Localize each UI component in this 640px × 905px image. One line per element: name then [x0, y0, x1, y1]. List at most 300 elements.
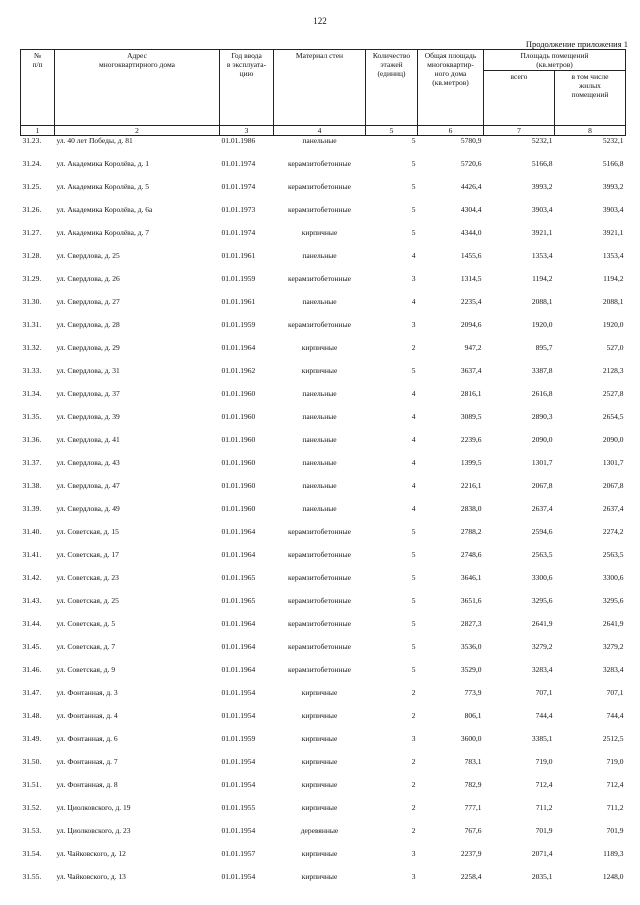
row-floors: 5	[411, 182, 416, 191]
row-floors: 5	[411, 205, 416, 214]
table-row	[21, 803, 626, 826]
row-total-area: 767,6	[464, 826, 482, 835]
row-floors: 5	[411, 596, 416, 605]
row-address: ул. Советская, д. 25	[56, 596, 119, 605]
row-premises-all: 3387,8	[531, 366, 553, 375]
row-material: кирпичные	[301, 757, 338, 766]
row-year: 01.01.1954	[221, 757, 256, 766]
row-premises-living: 3279,2	[602, 642, 624, 651]
row-premises-all: 1920,0	[531, 320, 553, 329]
row-year: 01.01.1964	[221, 527, 256, 536]
row-address: ул. Чайковского, д. 13	[56, 872, 126, 881]
row-premises-all: 2594,6	[531, 527, 553, 536]
row-year: 01.01.1960	[221, 458, 256, 467]
row-floors: 3	[411, 320, 416, 329]
table-row	[21, 826, 626, 849]
row-premises-all: 5232,1	[531, 136, 553, 145]
row-number: 31.43.	[22, 596, 42, 605]
row-year: 01.01.1959	[221, 320, 256, 329]
row-number: 31.47.	[22, 688, 42, 697]
row-total-area: 2258,4	[460, 872, 482, 881]
table-row	[21, 481, 626, 504]
row-premises-all: 3385,1	[531, 734, 553, 743]
table-row	[21, 159, 626, 182]
row-premises-living: 2067,8	[602, 481, 624, 490]
table-row	[21, 389, 626, 412]
row-year: 01.01.1986	[221, 136, 256, 145]
row-premises-all: 2067,8	[531, 481, 553, 490]
row-address: ул. Свердлова, д. 43	[56, 458, 120, 467]
row-total-area: 2748,6	[460, 550, 482, 559]
row-address: ул. Циолковского, д. 23	[56, 826, 131, 835]
table-row	[21, 136, 626, 160]
row-floors: 5	[411, 642, 416, 651]
row-address: ул. Свердлова, д. 31	[56, 366, 120, 375]
row-address: ул. Советская, д. 17	[56, 550, 119, 559]
row-premises-all: 712,4	[535, 780, 553, 789]
housing-register-table	[20, 49, 626, 895]
row-total-area: 2239,6	[460, 435, 482, 444]
row-address: ул. 40 лет Победы, д. 81	[56, 136, 133, 145]
row-premises-all: 2616,8	[531, 389, 553, 398]
row-year: 01.01.1974	[221, 228, 256, 237]
row-premises-all: 1194,2	[532, 274, 553, 283]
row-total-area: 2094,6	[460, 320, 482, 329]
row-total-area: 3637,4	[460, 366, 482, 375]
row-premises-living: 2563,5	[602, 550, 624, 559]
row-number: 31.54.	[22, 849, 42, 858]
row-number: 31.27.	[22, 228, 42, 237]
row-floors: 2	[411, 688, 416, 697]
row-address: ул. Советская, д. 5	[56, 619, 116, 628]
table-row	[21, 527, 626, 550]
row-material: кирпичные	[301, 734, 338, 743]
row-material: панельные	[302, 458, 337, 467]
row-total-area: 2237,9	[460, 849, 482, 858]
table-row	[21, 757, 626, 780]
row-material: керамзитобетонные	[288, 182, 351, 191]
row-total-area: 3089,5	[460, 412, 482, 421]
column-number: 7	[484, 126, 555, 136]
row-number: 31.39.	[22, 504, 42, 513]
row-number: 31.24.	[22, 159, 42, 168]
row-floors: 5	[411, 665, 416, 674]
row-number: 31.38.	[22, 481, 42, 490]
row-total-area: 4304,4	[460, 205, 482, 214]
row-address: ул. Свердлова, д. 47	[56, 481, 120, 490]
row-year: 01.01.1960	[221, 504, 256, 513]
row-floors: 4	[411, 412, 416, 421]
row-material: керамзитобетонные	[288, 550, 351, 559]
column-number: 5	[366, 126, 418, 136]
row-year: 01.01.1960	[221, 481, 256, 490]
header-living	[555, 71, 626, 126]
row-total-area: 3529,0	[460, 665, 482, 674]
row-premises-living: 5232,1	[602, 136, 624, 145]
row-material: панельные	[302, 435, 337, 444]
header-all	[484, 71, 555, 126]
row-address: ул. Советская, д. 9	[56, 665, 116, 674]
row-premises-all: 3993,2	[531, 182, 553, 191]
row-address: ул. Свердлова, д. 41	[56, 435, 120, 444]
row-material: керамзитобетонные	[288, 665, 351, 674]
table-row	[21, 182, 626, 205]
row-material: кирпичные	[301, 803, 338, 812]
table-row	[21, 320, 626, 343]
row-year: 01.01.1974	[221, 159, 256, 168]
row-year: 01.01.1954	[221, 872, 256, 881]
row-total-area: 1455,6	[460, 251, 482, 260]
row-year: 01.01.1957	[221, 849, 256, 858]
row-address: ул. Свердлова, д. 39	[56, 412, 120, 421]
row-number: 31.42.	[22, 573, 42, 582]
row-floors: 2	[411, 780, 416, 789]
row-premises-living: 1248,0	[602, 872, 624, 881]
row-material: керамзитобетонные	[288, 573, 351, 582]
row-address: ул. Свердлова, д. 28	[56, 320, 120, 329]
row-premises-living: 711,2	[606, 803, 624, 812]
row-floors: 5	[411, 136, 416, 145]
row-premises-all: 2090,0	[531, 435, 553, 444]
row-premises-living: 3903,4	[602, 205, 624, 214]
row-number: 31.48.	[22, 711, 42, 720]
row-number: 31.28.	[22, 251, 42, 260]
table-row	[21, 297, 626, 320]
row-address: ул. Свердлова, д. 27	[56, 297, 120, 306]
row-premises-living: 527,0	[606, 343, 624, 352]
header-floors-text: Количество этажей (единиц)	[372, 51, 411, 78]
row-address: ул. Фонтанная, д. 8	[56, 780, 118, 789]
row-premises-living: 1920,0	[602, 320, 624, 329]
row-premises-living: 2088,1	[602, 297, 624, 306]
table-row	[21, 274, 626, 297]
row-year: 01.01.1954	[221, 688, 256, 697]
table-row	[21, 573, 626, 596]
row-address: ул. Чайковского, д. 12	[56, 849, 126, 858]
row-floors: 4	[411, 435, 416, 444]
row-premises-all: 2071,4	[531, 849, 553, 858]
table-row	[21, 711, 626, 734]
row-premises-living: 2512,5	[602, 734, 624, 743]
table-row	[21, 665, 626, 688]
row-address: ул. Свердлова, д. 49	[56, 504, 120, 513]
row-premises-all: 2563,5	[531, 550, 553, 559]
row-number: 31.55.	[22, 872, 42, 881]
row-material: керамзитобетонные	[288, 527, 351, 536]
row-address: ул. Фонтанная, д. 7	[56, 757, 118, 766]
header-total-area	[418, 50, 484, 126]
row-address: ул. Фонтанная, д. 6	[56, 734, 118, 743]
row-address: ул. Академика Королёва, д. 6а	[56, 205, 153, 214]
table-row	[21, 205, 626, 228]
row-material: кирпичные	[301, 366, 338, 375]
table-row	[21, 780, 626, 803]
row-number: 31.51.	[22, 780, 42, 789]
row-premises-all: 3279,2	[531, 642, 553, 651]
row-premises-all: 701,9	[535, 826, 553, 835]
row-total-area: 5720,6	[460, 159, 482, 168]
row-premises-living: 2090,0	[602, 435, 624, 444]
table-row	[21, 688, 626, 711]
row-total-area: 2216,1	[460, 481, 482, 490]
row-number: 31.37.	[22, 458, 42, 467]
column-number: 6	[418, 126, 484, 136]
row-total-area: 2235,4	[460, 297, 482, 306]
row-floors: 5	[411, 619, 416, 628]
header-year	[220, 50, 274, 126]
row-year: 01.01.1973	[221, 205, 256, 214]
table-row	[21, 458, 626, 481]
header-address-text: Адрес многоквартирного дома	[99, 51, 175, 69]
row-address: ул. Советская, д. 15	[56, 527, 119, 536]
row-premises-living: 1353,4	[602, 251, 624, 260]
header-premises-area	[484, 50, 626, 71]
row-premises-all: 3921,1	[531, 228, 553, 237]
row-premises-living: 707,1	[606, 688, 624, 697]
table-row	[21, 343, 626, 366]
row-total-area: 4344,0	[460, 228, 482, 237]
row-year: 01.01.1959	[221, 274, 256, 283]
row-material: панельные	[302, 412, 337, 421]
row-premises-living: 2654,5	[602, 412, 624, 421]
column-number: 3	[220, 126, 274, 136]
row-material: панельные	[302, 481, 337, 490]
row-premises-all: 3283,4	[531, 665, 553, 674]
row-number: 31.40.	[22, 527, 42, 536]
row-premises-all: 2641,9	[531, 619, 553, 628]
row-floors: 5	[411, 527, 416, 536]
row-year: 01.01.1965	[221, 596, 256, 605]
row-total-area: 1399,5	[460, 458, 482, 467]
row-floors: 4	[411, 389, 416, 398]
table-row	[21, 734, 626, 757]
row-floors: 2	[411, 343, 416, 352]
row-number: 31.41.	[22, 550, 42, 559]
row-premises-living: 3283,4	[602, 665, 624, 674]
table-row	[21, 412, 626, 435]
row-material: панельные	[302, 297, 337, 306]
row-year: 01.01.1954	[221, 711, 256, 720]
row-floors: 2	[411, 757, 416, 766]
row-premises-all: 3300,6	[531, 573, 553, 582]
row-year: 01.01.1964	[221, 343, 256, 352]
table-row	[21, 251, 626, 274]
row-number: 31.50.	[22, 757, 42, 766]
table-row	[21, 366, 626, 389]
column-number: 2	[55, 126, 220, 136]
row-year: 01.01.1961	[221, 297, 256, 306]
row-year: 01.01.1962	[221, 366, 256, 375]
row-year: 01.01.1954	[221, 826, 256, 835]
row-premises-all: 2035,1	[531, 872, 553, 881]
column-number: 8	[555, 126, 626, 136]
row-total-area: 3651,6	[460, 596, 482, 605]
row-total-area: 773,9	[464, 688, 482, 697]
row-material: кирпичные	[301, 849, 338, 858]
row-premises-living: 701,9	[606, 826, 624, 835]
row-floors: 5	[411, 228, 416, 237]
row-number: 31.25.	[22, 182, 42, 191]
row-year: 01.01.1960	[221, 412, 256, 421]
row-premises-living: 2527,8	[602, 389, 624, 398]
row-address: ул. Циолковского, д. 19	[56, 803, 131, 812]
table-row	[21, 504, 626, 527]
row-total-area: 1314,5	[460, 274, 482, 283]
row-material: панельные	[302, 504, 337, 513]
row-number: 31.53.	[22, 826, 42, 835]
row-material: керамзитобетонные	[288, 642, 351, 651]
row-premises-living: 2641,9	[602, 619, 624, 628]
column-number: 1	[21, 126, 55, 136]
row-total-area: 782,9	[464, 780, 482, 789]
row-floors: 4	[411, 504, 416, 513]
row-premises-living: 712,4	[606, 780, 624, 789]
row-floors: 5	[411, 159, 416, 168]
row-material: кирпичные	[301, 780, 338, 789]
row-premises-living: 3295,6	[602, 596, 624, 605]
row-year: 01.01.1964	[221, 619, 256, 628]
row-total-area: 5780,9	[460, 136, 482, 145]
row-material: керамзитобетонные	[288, 159, 351, 168]
row-year: 01.01.1960	[221, 389, 256, 398]
header-all-text: всего	[510, 72, 528, 81]
table-row	[21, 849, 626, 872]
table-row	[21, 872, 626, 895]
row-floors: 3	[411, 734, 416, 743]
row-address: ул. Советская, д. 7	[56, 642, 116, 651]
row-total-area: 783,1	[464, 757, 482, 766]
row-material: кирпичные	[301, 711, 338, 720]
table-row	[21, 228, 626, 251]
row-premises-living: 1194,2	[603, 274, 624, 283]
row-floors: 5	[411, 366, 416, 375]
row-address: ул. Свердлова, д. 37	[56, 389, 120, 398]
row-material: панельные	[302, 389, 337, 398]
row-premises-living: 2637,4	[602, 504, 624, 513]
row-premises-all: 744,4	[535, 711, 553, 720]
row-total-area: 2827,3	[460, 619, 482, 628]
row-number: 31.31.	[22, 320, 42, 329]
row-address: ул. Свердлова, д. 26	[56, 274, 120, 283]
row-total-area: 4426,4	[460, 182, 482, 191]
column-number: 4	[274, 126, 366, 136]
row-year: 01.01.1955	[221, 803, 256, 812]
row-number: 31.35.	[22, 412, 42, 421]
row-material: керамзитобетонные	[288, 205, 351, 214]
row-year: 01.01.1959	[221, 734, 256, 743]
row-floors: 3	[411, 872, 416, 881]
row-premises-living: 3993,2	[602, 182, 624, 191]
row-floors: 4	[411, 481, 416, 490]
row-number: 31.45.	[22, 642, 42, 651]
row-number: 31.26.	[22, 205, 42, 214]
row-total-area: 2788,2	[460, 527, 482, 536]
row-address: ул. Фонтанная, д. 3	[56, 688, 118, 697]
row-total-area: 3536,0	[460, 642, 482, 651]
row-number: 31.30.	[22, 297, 42, 306]
row-floors: 2	[411, 826, 416, 835]
row-address: ул. Свердлова, д. 25	[56, 251, 120, 260]
row-material: керамзитобетонные	[288, 320, 351, 329]
row-number: 31.52.	[22, 803, 42, 812]
header-floors	[366, 50, 418, 126]
row-number: 31.36.	[22, 435, 42, 444]
row-material: керамзитобетонные	[288, 619, 351, 628]
row-material: кирпичные	[301, 872, 338, 881]
row-material: керамзитобетонные	[288, 596, 351, 605]
header-num	[21, 50, 55, 126]
table-row	[21, 596, 626, 619]
row-year: 01.01.1974	[221, 182, 256, 191]
row-year: 01.01.1954	[221, 780, 256, 789]
row-total-area: 3646,1	[460, 573, 482, 582]
row-material: кирпичные	[301, 688, 338, 697]
header-material	[274, 50, 366, 126]
row-premises-all: 2637,4	[531, 504, 553, 513]
row-material: панельные	[302, 251, 337, 260]
row-material: панельные	[302, 136, 337, 145]
row-year: 01.01.1960	[221, 435, 256, 444]
row-premises-all: 1301,7	[531, 458, 553, 467]
row-year: 01.01.1964	[221, 665, 256, 674]
row-address: ул. Советская, д. 23	[56, 573, 119, 582]
row-premises-all: 2088,1	[531, 297, 553, 306]
row-total-area: 2838,0	[460, 504, 482, 513]
row-number: 31.34.	[22, 389, 42, 398]
header-material-text: Материал стен	[295, 51, 344, 60]
header-living-text: в том числе жилых помещений	[571, 72, 609, 99]
row-number: 31.23.	[22, 136, 42, 145]
row-address: ул. Академика Королёва, д. 7	[56, 228, 150, 237]
row-year: 01.01.1964	[221, 550, 256, 559]
row-total-area: 777,1	[464, 803, 482, 812]
row-premises-all: 3903,4	[531, 205, 553, 214]
row-floors: 4	[411, 458, 416, 467]
row-address: ул. Фонтанная, д. 4	[56, 711, 118, 720]
row-premises-all: 3295,6	[531, 596, 553, 605]
row-material: керамзитобетонные	[288, 274, 351, 283]
row-year: 01.01.1964	[221, 642, 256, 651]
row-premises-all: 707,1	[535, 688, 553, 697]
row-total-area: 947,2	[464, 343, 482, 352]
table-body	[21, 136, 626, 896]
row-premises-living: 2274,2	[602, 527, 624, 536]
row-floors: 5	[411, 573, 416, 582]
row-address: ул. Академика Королёва, д. 5	[56, 182, 150, 191]
row-premises-living: 744,4	[606, 711, 624, 720]
row-premises-living: 1189,3	[603, 849, 624, 858]
row-number: 31.46.	[22, 665, 42, 674]
row-number: 31.29.	[22, 274, 42, 283]
row-premises-living: 2128,3	[602, 366, 624, 375]
row-premises-living: 5166,8	[602, 159, 624, 168]
row-number: 31.49.	[22, 734, 42, 743]
continuation-note: Продолжение приложения 1	[525, 39, 628, 49]
row-premises-all: 1353,4	[531, 251, 553, 260]
row-total-area: 806,1	[464, 711, 482, 720]
row-floors: 5	[411, 550, 416, 559]
row-floors: 3	[411, 274, 416, 283]
table-row	[21, 642, 626, 665]
row-premises-all: 711,2	[535, 803, 553, 812]
row-premises-all: 719,0	[535, 757, 553, 766]
header-premises-area-text: Площадь помещений (кв.метров)	[520, 51, 589, 69]
table-row	[21, 550, 626, 573]
row-premises-living: 1301,7	[602, 458, 624, 467]
row-premises-all: 2890,3	[531, 412, 553, 421]
row-address: ул. Свердлова, д. 29	[56, 343, 120, 352]
table-row	[21, 619, 626, 642]
